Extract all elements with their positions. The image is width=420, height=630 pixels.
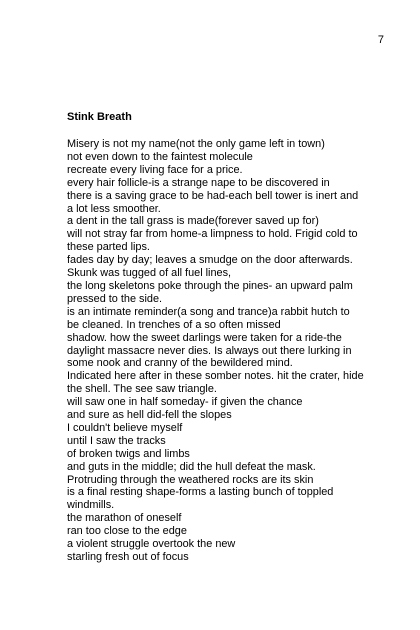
- poem-line: and sure as hell did-fell the slopes: [67, 409, 232, 422]
- poem-line: shadow. how the sweet darlings were taken for a ride-the: [67, 331, 342, 344]
- poem-line: a violent struggle overtook the new: [67, 538, 236, 551]
- poem-line: the shell. The see saw triangle.: [67, 383, 217, 396]
- poem-line: is an intimate reminder(a song and trance)a rabbit hutch to: [67, 305, 350, 318]
- poem-line: Indicated here after in these somber notes. hit the crater, hide: [67, 370, 364, 383]
- poem-line: every hair follicle-is a strange nape to be discovered in: [67, 176, 330, 189]
- poem-line: pressed to the side.: [67, 292, 163, 305]
- poem-line: will saw one in half someday- if given the chance: [67, 396, 303, 409]
- poem-line: there is a saving grace to be had-each bell tower is inert and: [67, 189, 359, 202]
- poem-title: Stink Breath: [67, 111, 132, 123]
- poem-line: I couldn't believe myself: [67, 421, 183, 434]
- poem-line: fades day by day; leaves a smudge on the door afterwards.: [67, 254, 353, 267]
- poem-line: a dent in the tall grass is made(forever saved up for): [67, 215, 319, 228]
- poem-line: is a final resting shape-forms a lasting bunch of toppled: [67, 486, 334, 499]
- poem-line: starling fresh out of focus: [67, 551, 189, 563]
- poem-line: a lot less smoother.: [67, 202, 161, 215]
- poem-line: these parted lips.: [67, 241, 150, 254]
- poem-line: be cleaned. In trenches of a so often missed: [67, 318, 281, 331]
- poem-line: Skunk was tugged of all fuel lines,: [67, 267, 232, 280]
- poem-line: daylight massacre never dies. Is always out there lurking in: [67, 344, 352, 357]
- poem-line: windmills.: [67, 499, 115, 512]
- poem-line: and guts in the middle; did the hull defeat the mask.: [67, 460, 316, 473]
- poem-line: some nook and cranny of the bewildered mind.: [67, 357, 293, 370]
- poem-line: the long skeletons poke through the pines- an upward palm: [67, 279, 353, 292]
- poem-body: [67, 138, 387, 564]
- poem-line: until I saw the tracks: [67, 434, 166, 447]
- poem-line: ran too close to the edge: [67, 525, 187, 538]
- poem-line: will not stray far from home-a limpness to hold. Frigid cold to: [67, 228, 358, 241]
- poem-line: Protruding through the weathered rocks are its skin: [67, 473, 314, 486]
- poem-line: the marathon of oneself: [67, 512, 182, 525]
- poem-line: not even down to the faintest molecule: [67, 150, 253, 163]
- poem-line: Misery is not my name(not the only game left in town): [67, 138, 325, 150]
- page-number: 7: [377, 34, 384, 46]
- poem-line: recreate every living face for a price.: [67, 163, 243, 176]
- poem-line: of broken twigs and limbs: [67, 447, 190, 460]
